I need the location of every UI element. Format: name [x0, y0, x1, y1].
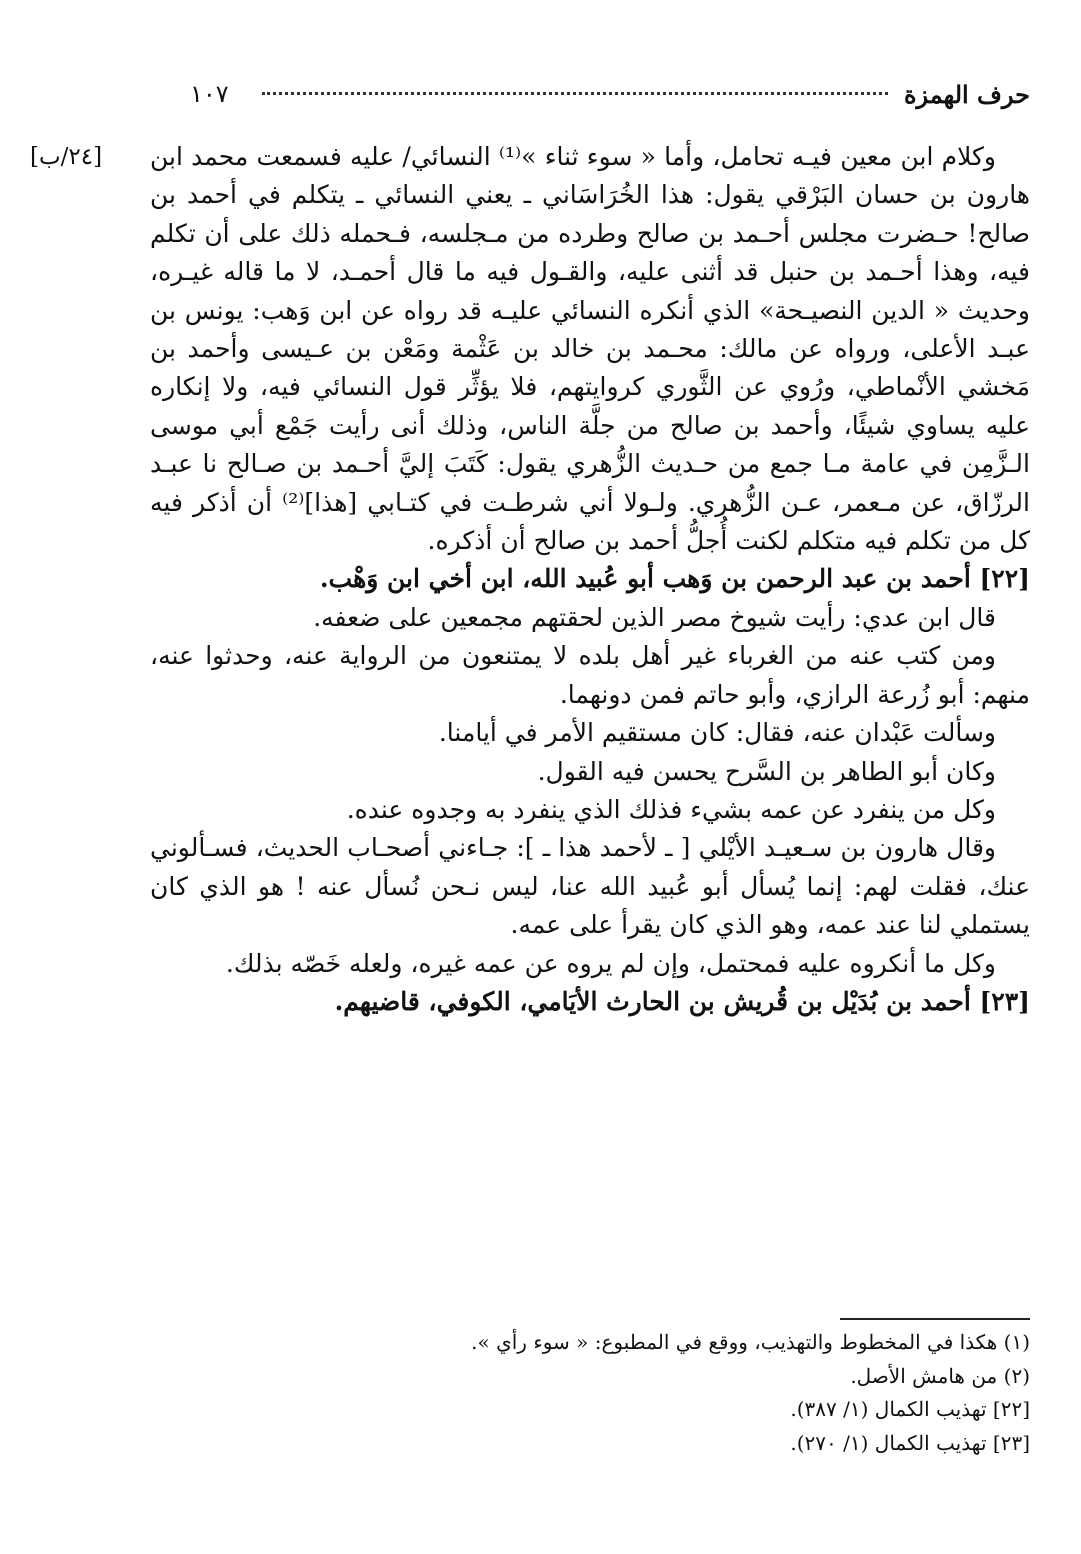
- paragraph: وكلام ابن معين فيـه تحامل، وأما « سوء ثناء »⁽¹⁾ النسائي/ عليه فسمعت محمد ابن هارون بن حسان البَرْقي يقول: هذا الخُرَاسَاني ـ يعني النسائي ـ يتكلم في أحمد بن صالح! حـضرت مجلس أحـمد بن صالح وطرده من مـجلسه، فـحمله ذلك على أن تكلم فيه، وهذا أحـمد بن حنبل قد أثنى عليه، والقـول فيه ما قال أحمـد، لا ما قاله غيـره، وحديث « الدين النصيـحة» الذي أنكره النسائي عليـه قد رواه عن ابن وَهب: يونس بن عبـد الأعلى، ورواه عن مالك: محـمد بن خالد بن عَثْمة ومَعْن بن عـيسى وأحمد بن مَخشي الأنْماطي، ورُوي عن الثَّوري كروايتهم، فلا يؤثِّر قول النسائي فيه، ولا إنكاره عليه يساوي شيئًا، وأحمد بن صالح من جلَّة الناس، وذلك أنى رأيت جَمْع أبي موسى الـزَّمِن في عامة مـا جمع من حـديث الزُّهري يقول: كَتَبَ إليَّ أحـمد بن صـالح نا عبـد الرزّاق، عن مـعمر، عـن الزُّهري. ولـولا أني شرطـت في كتـابي [هذا]⁽²⁾ أن أذكر فيه كل من تكلم فيه متكلم لكنت أُجلُّ أحمد بن صالح أن أذكره.: [150, 142, 1030, 556]
- paragraph: وكان أبو الطاهر بن السَّرح يحسن فيه القول.: [537, 756, 996, 786]
- paragraph: وسألت عَبْدان عنه، فقال: كان مستقيم الأمر في أيامنا.: [438, 718, 996, 748]
- footnotes: [150, 1318, 1030, 1460]
- manuscript-folio-reference: [٢٤/ب]: [30, 144, 103, 170]
- biography-entry-heading: [٢٣] أحمد بن بُدَيْل بن قُريش بن الحارث الأيَامي، الكوفي، قاضيهم.: [334, 986, 1030, 1016]
- footnote-separator: [840, 1318, 1030, 1320]
- footnote: [٢٢] تهذيب الكمال (١/ ٣٨٧).: [790, 1397, 1030, 1421]
- paragraph: وكل ما أنكروه عليه فمحتمل، وإن لم يروه عن عمه غيره، ولعله خَصّه بذلك.: [225, 948, 996, 978]
- paragraph: وكل من ينفرد عن عمه بشيء فذلك الذي ينفرد به وجدوه عنده.: [346, 794, 996, 824]
- paragraph: ومن كتب عنه من الغرباء غير أهل بلده لا يمتنعون من الرواية عنه، وحدثوا عنه، منهم: أبو زُرعة الرازي، وأبو حاتم فمن دونهما.: [150, 641, 1030, 709]
- chapter-title: حرف الهمزة: [903, 80, 1030, 109]
- footnote: (١) هكذا في المخطوط والتهذيب، ووقع في المطبوع: « سوء رأي ».: [471, 1330, 1030, 1354]
- paragraph: وقال هارون بن سـعيـد الأيْلي [ ـ لأحمد هذا ـ ]: جـاءني أصحـاب الحديث، فسـألوني عنك، فقلت لهم: إنما يُسأل أبو عُبيد الله عنا، ليس نـحن نُسأل عنه ! هو الذي كان يستملي لنا عند عمه، وهو الذي كان يقرأ على عمه.: [150, 833, 1030, 940]
- main-text: [150, 138, 1030, 1021]
- biography-entry-heading: [٢٢] أحمد بن عبد الرحمن بن وَهب أبو عُبيد الله، ابن أخي ابن وَهْب.: [319, 564, 1030, 594]
- paragraph: قال ابن عدي: رأيت شيوخ مصر الذين لحقتهم مجمعين على ضعفه.: [313, 602, 996, 632]
- page-number: ١٠٧: [190, 80, 229, 108]
- footnote: (٢) من هامش الأصل.: [850, 1363, 1030, 1388]
- running-header: [150, 78, 1030, 114]
- header-dotted-rule: [262, 92, 888, 95]
- footnote: [٢٣] تهذيب الكمال (١/ ٢٧٠).: [790, 1430, 1030, 1455]
